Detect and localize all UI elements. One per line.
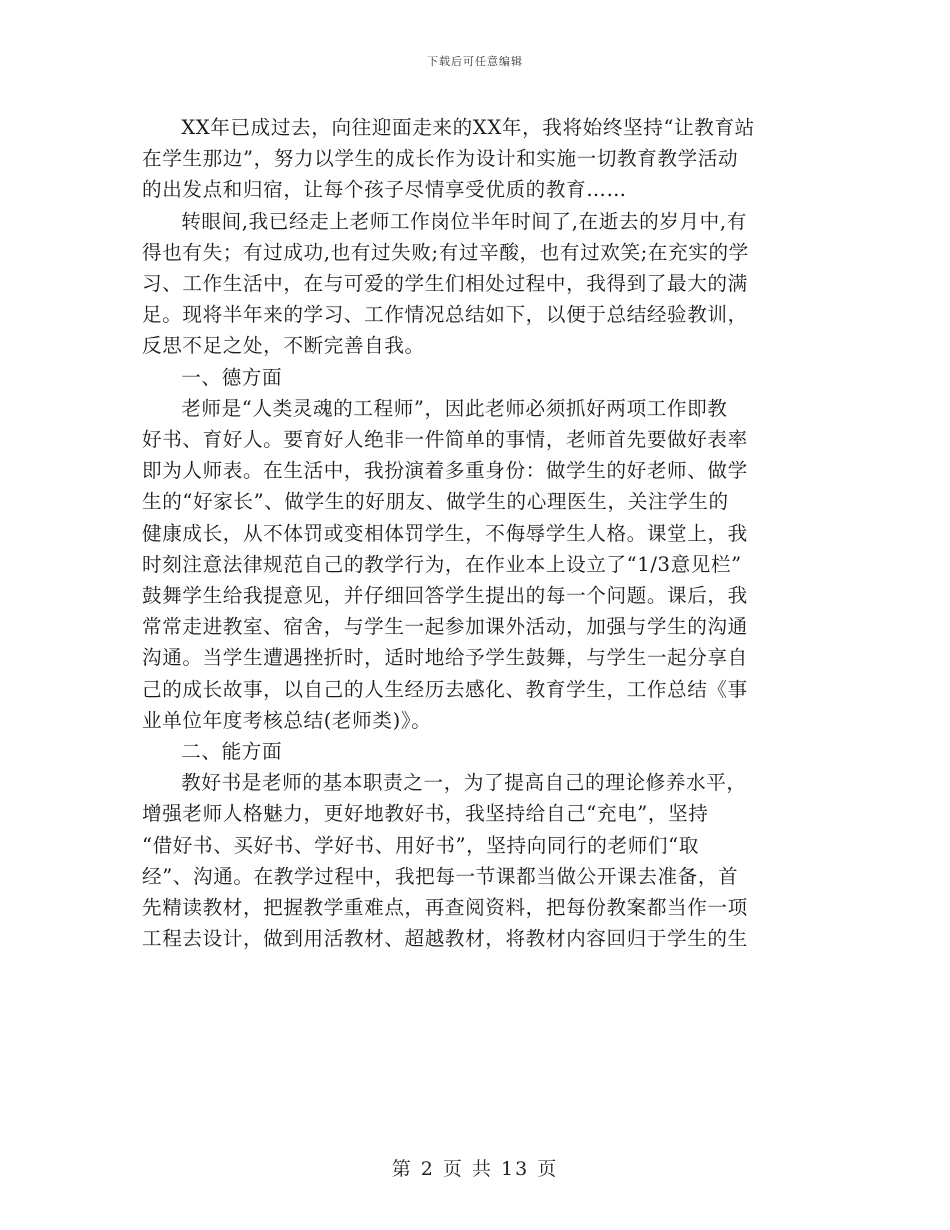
- text-line: 常常走进教室、宿舍，与学生一起参加课外活动，加强与学生的沟通: [142, 615, 748, 639]
- text-line: 健康成长，从不体罚或变相体罚学生，不侮辱学生人格。课堂上，我: [142, 521, 748, 545]
- text-line: XX年已成过去，向往迎面走来的XX年，我将始终坚持“让教育站: [181, 116, 755, 139]
- text-line: 时刻注意法律规范自己的教学行为，在作业本上设立了“1/3意见栏”: [142, 552, 742, 576]
- text-line: 的出发点和归宿，让每个孩子尽情享受优质的教育……: [142, 178, 627, 202]
- text-line: 先精读教材，把握教学重难点，再查阅资料，把每份教案都当作一项: [142, 896, 748, 920]
- text-line: 在学生那边”，努力以学生的成长作为设计和实施一切教育教学活动: [142, 147, 739, 171]
- paragraph: [142, 767, 806, 954]
- text-line: 反思不足之处，不断完善自我。: [142, 334, 425, 358]
- paragraph: [142, 112, 806, 206]
- text-line: 增强老师人格魅力，更好地教好书，我坚持给自己“充电”，坚持: [142, 802, 709, 826]
- text-line: 沟通。当学生遭遇挫折时，适时地给予学生鼓舞，与学生一起分享自: [142, 646, 748, 670]
- page-header: 下载后可任意编辑: [427, 55, 523, 68]
- text-line: 足。现将半年来的学习、工作情况总结如下，以便于总结经验教训，: [142, 303, 748, 327]
- page-number-footer: 第 2 页 共 13 页: [391, 1158, 559, 1180]
- section-heading: 二、能方面: [181, 740, 283, 764]
- text-line: 老师是“人类灵魂的工程师”，因此老师必须抓好两项工作即教: [181, 396, 728, 420]
- text-line: “借好书、买好书、学好书、用好书”，坚持向同行的老师们“取: [142, 833, 699, 857]
- text-line: 己的成长故事，以自己的人生经历去感化、教育学生，工作总结《事: [142, 677, 748, 701]
- text-line: 教好书是老师的基本职责之一，为了提高自己的理论修养水平，: [181, 771, 747, 795]
- text-line: 工程去设计，做到用活教材、超越教材，将教材内容回归于学生的生: [142, 927, 748, 951]
- text-line: 得也有失；有过成功,也有过失败;有过辛酸，也有过欢笑;在充实的学: [142, 240, 749, 264]
- text-line: 鼓舞学生给我提意见，并仔细回答学生提出的每一个问题。课后，我: [142, 584, 748, 608]
- text-line: 转眼间,我已经走上老师工作岗位半年时间了,在逝去的岁月中,有: [181, 209, 747, 233]
- text-line: 即为人师表。在生活中，我扮演着多重身份：做学生的好老师、做学: [142, 459, 748, 483]
- paragraph: [142, 206, 806, 362]
- text-line: 业单位年度考核总结(老师类)》。: [142, 708, 432, 732]
- section-heading: 一、德方面: [181, 365, 283, 389]
- text-line: 习、工作生活中，在与可爱的学生们相处过程中，我得到了最大的满: [142, 272, 748, 296]
- paragraph: [142, 393, 806, 736]
- text-line: 好书、育好人。要育好人绝非一件简单的事情，老师首先要做好表率: [142, 428, 748, 452]
- document-body: [142, 112, 806, 954]
- text-line: 生的“好家长”、做学生的好朋友、做学生的心理医生，关注学生的: [142, 490, 729, 514]
- text-line: 经”、沟通。在教学过程中，我把每一节课都当做公开课去准备，首: [142, 864, 739, 888]
